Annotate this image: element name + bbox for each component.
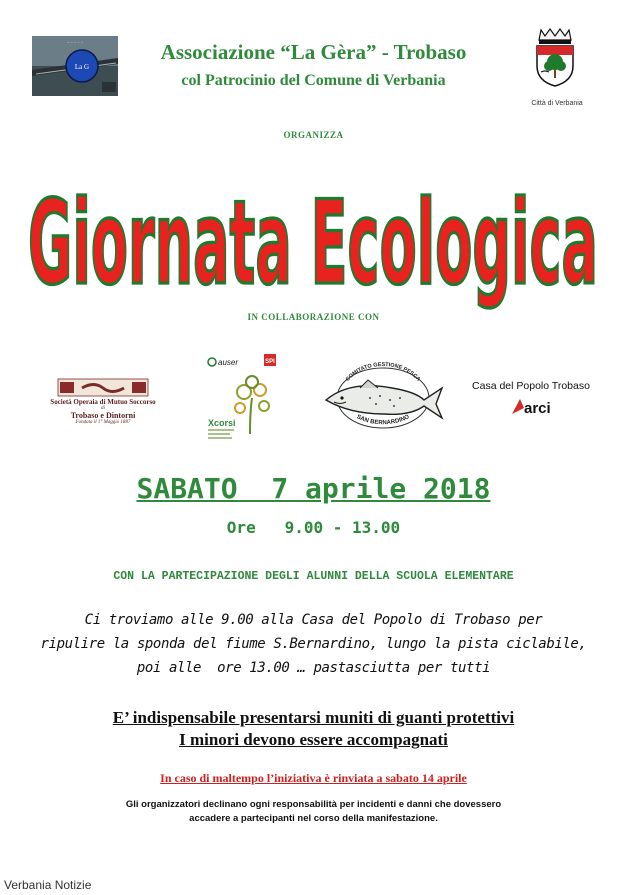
disclaimer-line-2: accadere a partecipanti nel corso della manifestazione. (189, 813, 438, 824)
footer-watermark: Verbania Notizie (4, 878, 92, 892)
disclaimer-line-1: Gli organizzatori declinano ogni responsabilità per incidenti e danni che dovessero (125, 799, 502, 810)
pesca-top-text (345, 362, 421, 383)
pesca-bottom-path: SAN BERNARDINO (355, 414, 411, 427)
verbania-crest-icon (531, 26, 579, 88)
crest-caption: Città di Verbania (531, 100, 583, 107)
soms-place: Trobaso e Dintorni (70, 411, 136, 420)
soms-name: Società Operaia di Mutuo Soccorso (50, 398, 156, 406)
association-name: Associazione “La Gèra” - Trobaso (160, 40, 467, 64)
event-date: SABATO 7 aprile 2018 (136, 472, 491, 505)
event-time: Ore 9.00 - 13.00 (226, 518, 401, 537)
arci-text: arci (524, 400, 551, 417)
title-text: Giornata Ecologica (27, 176, 598, 310)
notice-minors: I minori devono essere accompagnati (179, 730, 448, 749)
notice-gloves: E’ indispensabile presentarsi muniti di guanti protettivi (112, 708, 515, 727)
spi-text: SPI (265, 359, 275, 365)
svg-text:~ ~ ~ ~ ~: ~ ~ ~ ~ ~ (66, 40, 84, 45)
collaboration-label: IN COLLABORAZIONE CON (247, 312, 380, 322)
xcorsi-text: Xcorsi (208, 418, 236, 428)
body-line-3: poi alle ore 13.00 … pastasciutta per tutti (136, 660, 491, 676)
participation-line: CON LA PARTECIPAZIONE DEGLI ALUNNI DELLA SCUOLA ELEMENTARE (113, 570, 514, 583)
patronage-line: col Patrocinio del Comune di Verbania (181, 72, 446, 89)
svg-text:La G: La G (74, 63, 90, 71)
rain-notice: In caso di maltempo l’iniziativa è rinviata a sabato 14 aprile (160, 771, 467, 785)
organizza-label: ORGANIZZA (283, 130, 344, 140)
body-line-2: ripulire la sponda del fiume S.Bernardino, lungo la pista ciclabile, (40, 636, 587, 652)
pesca-bottom-text (356, 414, 411, 426)
auser-text: auser (218, 358, 239, 367)
arci-logo (508, 396, 568, 418)
main-title (0, 140, 627, 310)
soms-founded: Fondata il 1° Maggio 1887 (75, 420, 131, 425)
soms-di: di (101, 406, 105, 411)
body-line-1: Ci troviamo alle 9.00 alla Casa del Popolo di Trobaso per (84, 612, 543, 628)
soms-trobaso-logo (42, 378, 164, 444)
casa-del-popolo-label: Casa del Popolo Trobaso (472, 380, 590, 392)
pesca-top-path: COMITATO GESTIONE PESCA (344, 361, 422, 383)
auser-xcorsi-logo (206, 352, 286, 442)
pesca-san-bernardino-logo (320, 358, 446, 430)
